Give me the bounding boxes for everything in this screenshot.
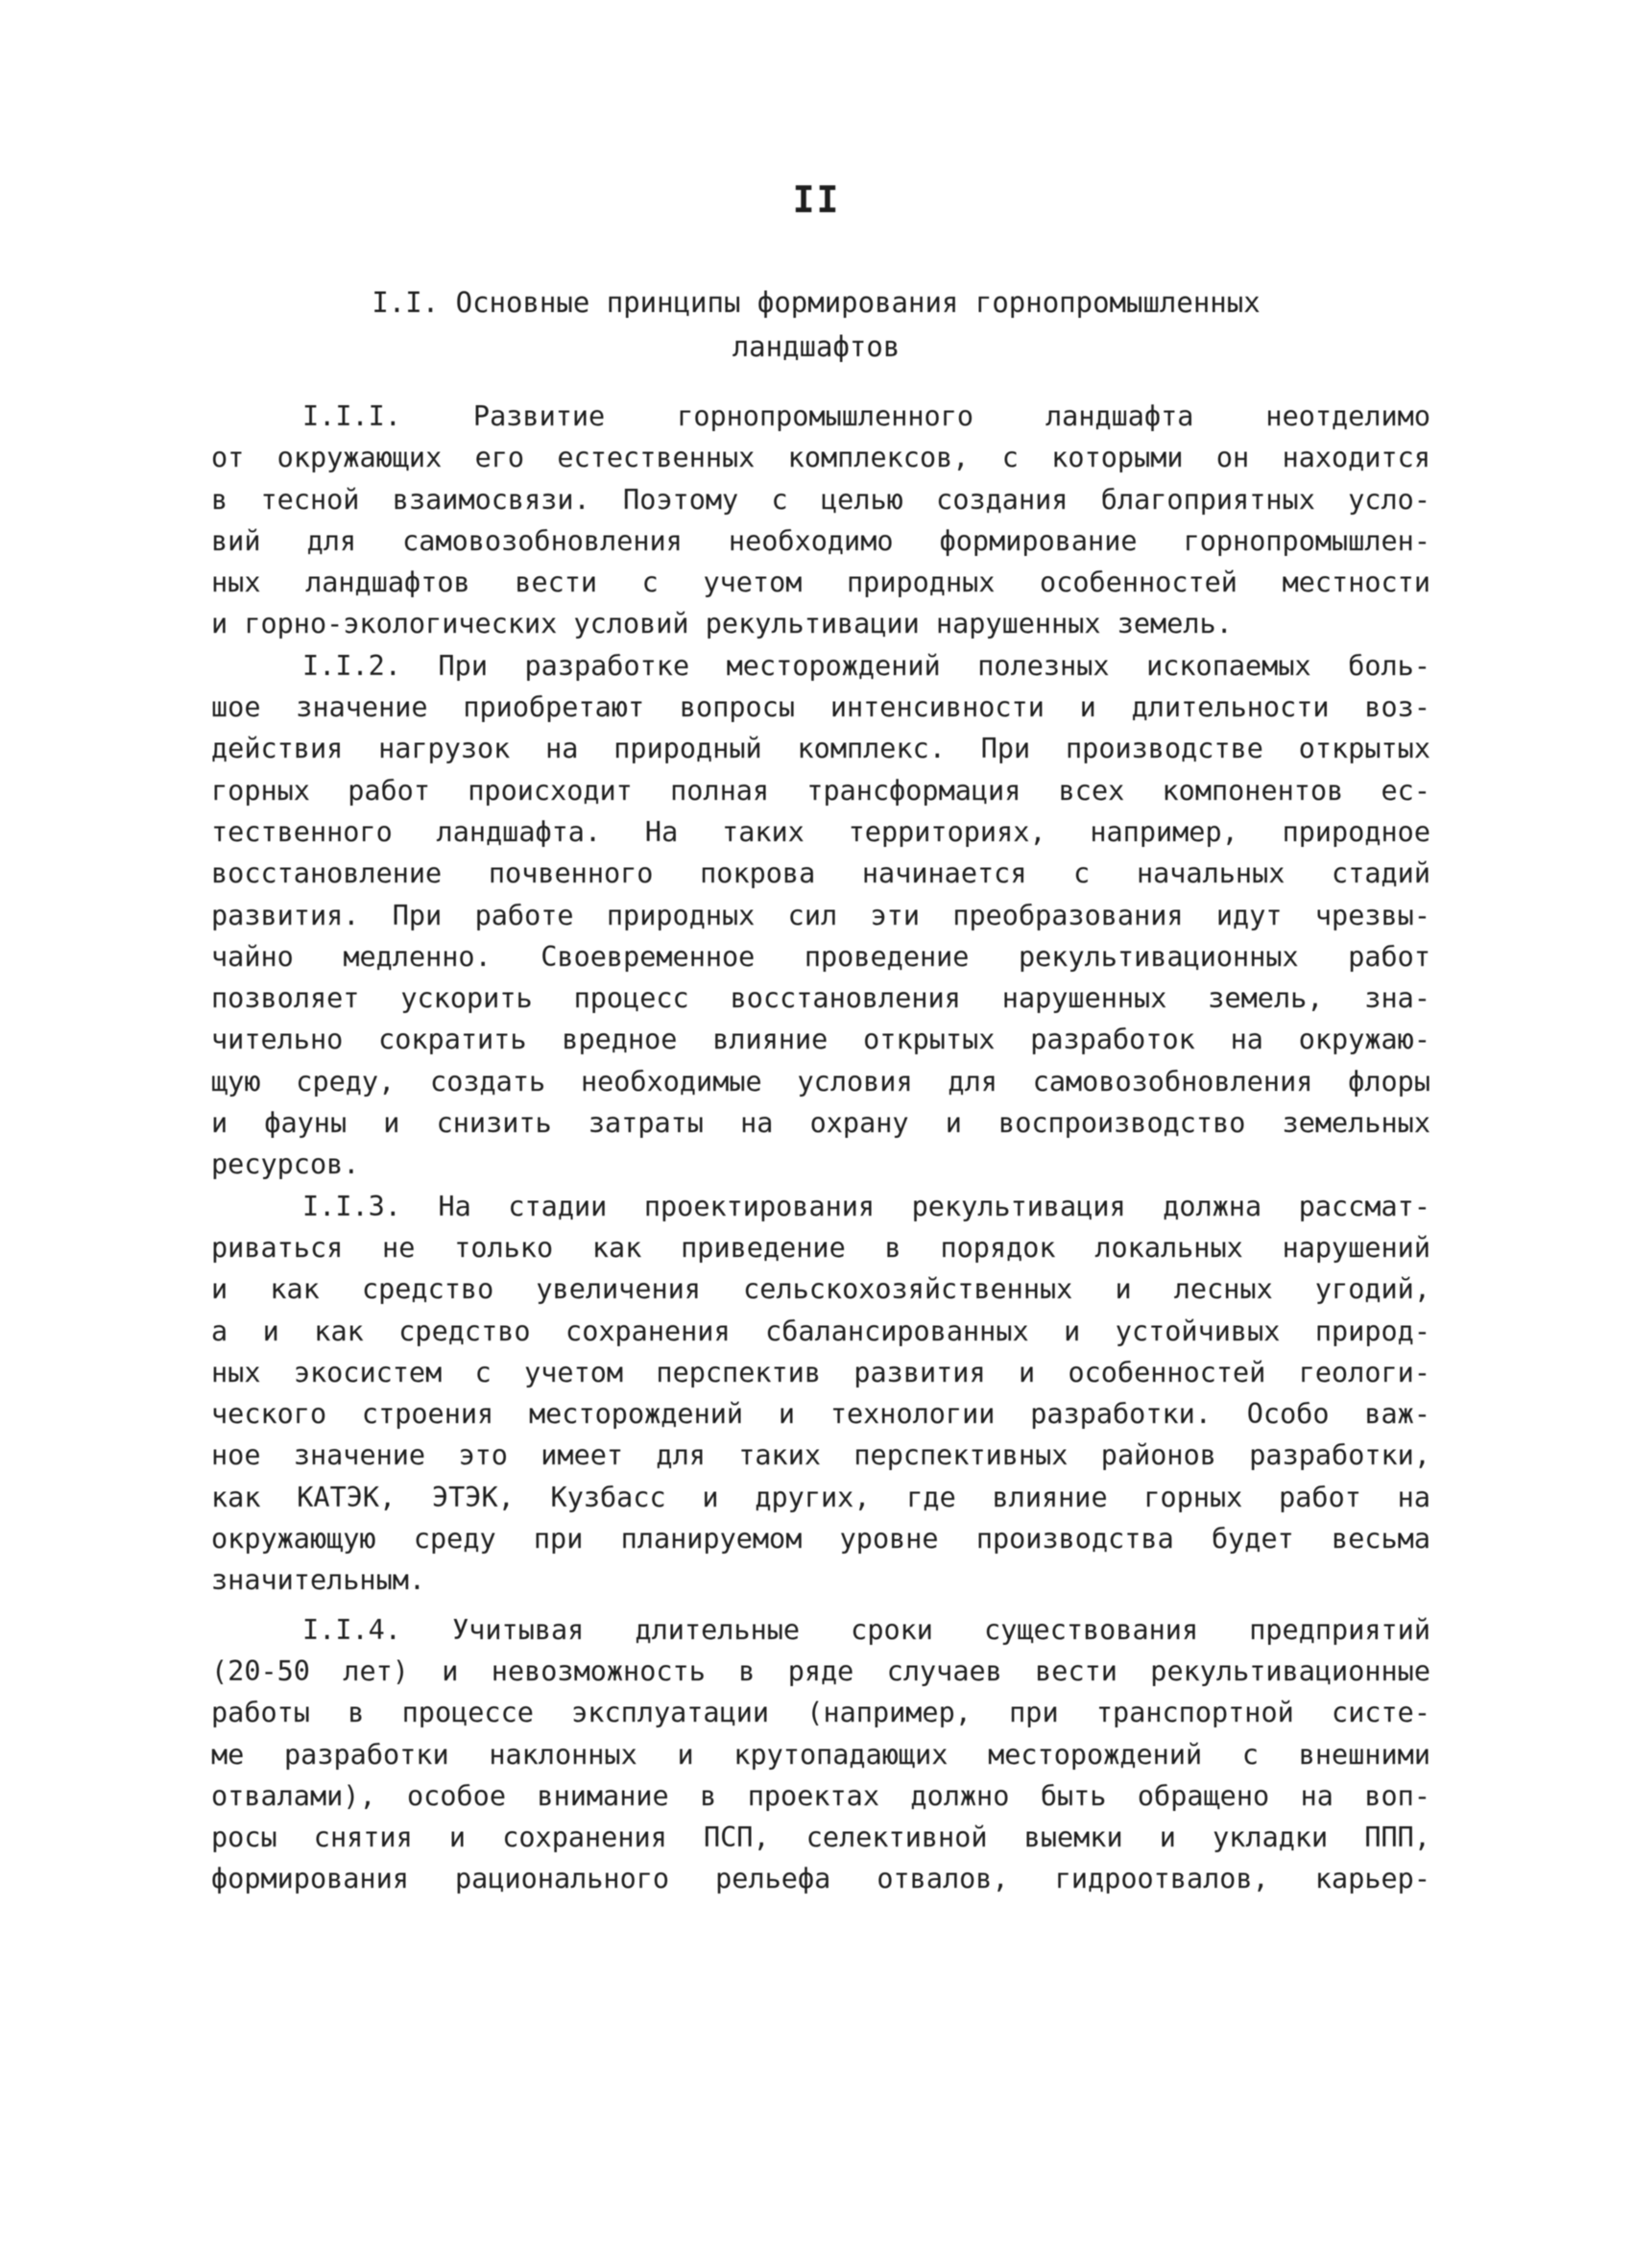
text-line: работы в процессе эксплуатации (например, при транспортной систе- <box>211 1697 1430 1729</box>
text-line: вий для самовозобновления необходимо формирование горнопромышлен- <box>211 524 1430 557</box>
text-line: ресурсов. <box>211 1148 360 1181</box>
text-line: тественного ландшафта. На таких территориях, например, природное <box>211 815 1430 848</box>
body-text <box>211 396 1430 1900</box>
text-line: окружающую среду при планируемом уровне производства будет весьма <box>211 1523 1430 1556</box>
text-line: росы снятия и сохранения ПСП, селективной выемки и укладки ППП, <box>211 1822 1430 1854</box>
section-heading-line: ландшафтов <box>732 330 901 363</box>
text-line: а и как средство сохранения сбалансированных и устойчивых природ- <box>211 1315 1430 1347</box>
section-heading-line: I.I. Основные принципы формирования горнопромышленных <box>372 286 1261 319</box>
text-line: щую среду, создать необходимые условия для самовозобновления флоры <box>211 1065 1430 1098</box>
paragraph-1-1-1 <box>211 396 1430 645</box>
text-line: ное значение это имеет для таких перспективных районов разработки, <box>211 1439 1430 1472</box>
page-number: II <box>792 179 841 221</box>
section-heading <box>288 280 1344 369</box>
text-line: ных ландшафтов вести с учетом природных особенностей местности <box>211 567 1430 599</box>
paragraph-gap <box>211 1602 1430 1609</box>
text-line: чительно сократить вредное влияние открытых разработок на окружаю- <box>211 1024 1430 1056</box>
text-line: риваться не только как приведение в порядок локальных нарушений <box>211 1231 1430 1264</box>
text-line: I.I.I. Развитие горнопромышленного ландшафта неотделимо <box>302 400 1430 432</box>
paragraph-1-1-2 <box>211 645 1430 1186</box>
text-line: шое значение приобретают вопросы интенсивности и длительности воз- <box>211 691 1430 724</box>
text-line: отвалами), особое внимание в проектах должно быть обращено на воп- <box>211 1779 1430 1812</box>
text-line: как КАТЭК, ЭТЭК, Кузбасс и других, где влияние горных работ на <box>211 1481 1430 1513</box>
text-line: и горно-экологических условий рекультивации нарушенных земель. <box>211 608 1233 640</box>
text-line: значительным. <box>211 1564 426 1597</box>
text-line: позволяет ускорить процесс восстановления нарушенных земель, зна- <box>211 982 1430 1015</box>
text-line: в тесной взаимосвязи. Поэтому с целью создания благоприятных усло- <box>211 483 1430 516</box>
text-line: действия нагрузок на природный комплекс. При производстве открытых <box>211 733 1430 765</box>
text-line: чайно медленно. Своевременное проведение рекультивационных работ <box>211 940 1430 973</box>
text-line: I.I.2. При разработке месторождений полезных ископаемых боль- <box>302 649 1430 682</box>
text-line: ческого строения месторождений и технологии разработки. Особо важ- <box>211 1398 1430 1431</box>
text-line: ме разработки наклонных и крутопадающих месторождений с внешними <box>211 1738 1430 1771</box>
text-line: горных работ происходит полная трансформация всех компонентов ес- <box>211 774 1430 807</box>
paragraph-1-1-4 <box>211 1609 1430 1900</box>
text-line: и фауны и снизить затраты на охрану и воспроизводство земельных <box>211 1107 1430 1140</box>
text-line: I.I.3. На стадии проектирования рекультивация должна рассмат- <box>302 1190 1430 1222</box>
paragraph-1-1-3 <box>211 1186 1430 1602</box>
text-line: и как средство увеличения сельскохозяйственных и лесных угодий, <box>211 1273 1430 1306</box>
text-line: формирования рационального рельефа отвалов, гидроотвалов, карьер- <box>211 1863 1430 1895</box>
text-line: ных экосистем с учетом перспектив развития и особенностей геологи- <box>211 1356 1430 1388</box>
text-line: (20-50 лет) и невозможность в ряде случаев вести рекультивационные <box>211 1654 1430 1687</box>
text-line: I.I.4. Учитывая длительные сроки существования предприятий <box>302 1613 1430 1646</box>
text-line: восстановление почвенного покрова начинается с начальных стадий <box>211 857 1430 890</box>
text-line: от окружающих его естественных комплексов, с которыми он находится <box>211 442 1430 474</box>
text-line: развития. При работе природных сил эти преобразования идут чрезвы- <box>211 899 1430 931</box>
